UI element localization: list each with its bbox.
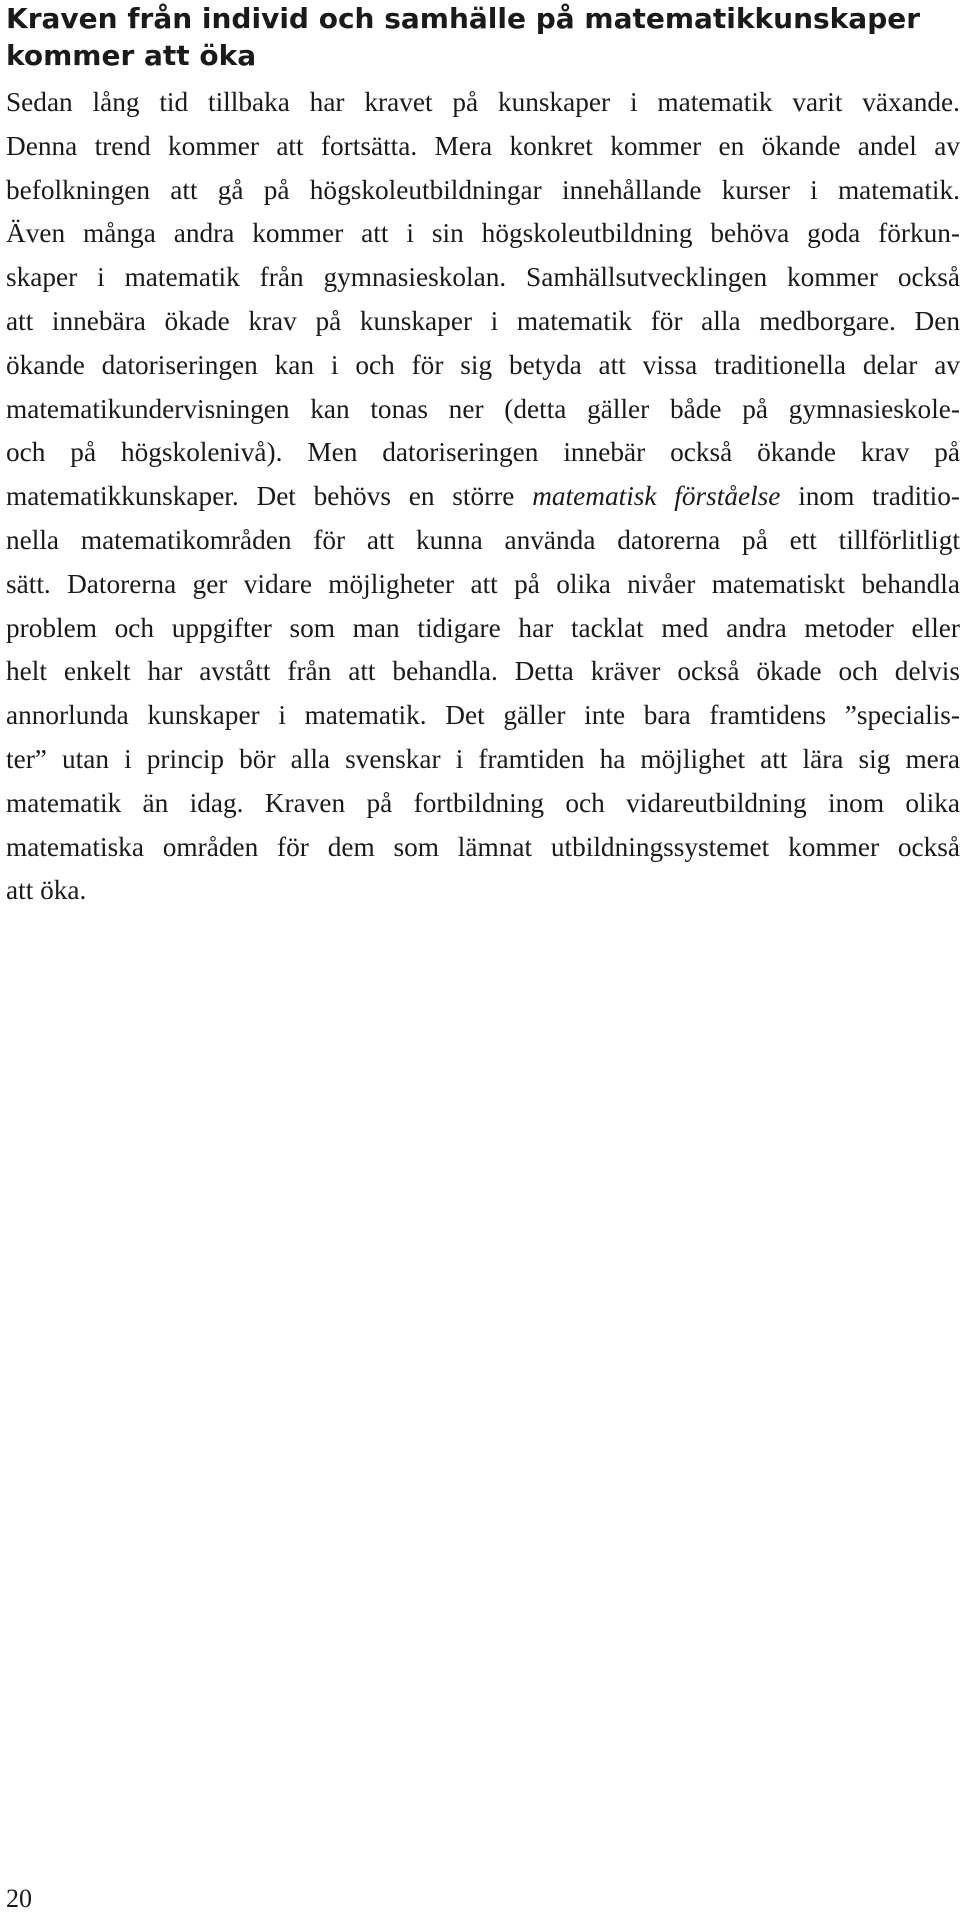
paragraph-line: och på högskolenivå). Men datoriseringen innebär också ökande krav på bbox=[6, 437, 960, 468]
paragraph-line-with-emphasis bbox=[6, 475, 960, 519]
body-paragraph bbox=[6, 81, 960, 913]
paragraph-line: befolkningen att gå på högskoleutbildningar innehållande kurser i matematik. bbox=[6, 174, 960, 205]
paragraph-line: matematikundervisningen kan tonas ner (detta gäller både på gymnasieskole- bbox=[6, 393, 960, 424]
section-heading bbox=[6, 0, 960, 74]
paragraph-line: Även många andra kommer att i sin högskoleutbildning behöva goda förkun- bbox=[6, 218, 960, 249]
paragraph-line: matematik än idag. Kraven på fortbildning och vidareutbildning inom olika bbox=[6, 787, 960, 818]
paragraph-line: att innebära ökade krav på kunskaper i matematik för alla medborgare. Den bbox=[6, 305, 960, 336]
document-page bbox=[6, 0, 960, 1915]
paragraph-line: ter” utan i princip bör alla svenskar i framtiden ha möjlighet att lära sig mera bbox=[6, 743, 960, 774]
paragraph-line: nella matematikområden för att kunna använda datorerna på ett tillförlitligt bbox=[6, 524, 960, 555]
paragraph-line: helt enkelt har avstått från att behandla. Detta kräver också ökade och delvis bbox=[6, 656, 960, 687]
page-number: 20 bbox=[6, 1884, 32, 1913]
line-text-after: inom traditio- bbox=[780, 481, 960, 512]
paragraph-line: Sedan lång tid tillbaka har kravet på kunskaper i matematik varit växande. bbox=[6, 87, 960, 117]
emphasized-term: matematisk förståelse bbox=[532, 481, 781, 512]
line-text-before: matematikkunskaper. Det behövs en större bbox=[6, 481, 533, 512]
paragraph-line: problem och uppgifter som man tidigare har tacklat med andra metoder eller bbox=[6, 612, 960, 643]
paragraph-line: annorlunda kunskaper i matematik. Det gäller inte bara framtidens ”specialis- bbox=[6, 700, 960, 731]
paragraph-line: att öka. bbox=[6, 875, 87, 906]
paragraph-line: matematiska områden för dem som lämnat utbildningssystemet kommer också bbox=[6, 831, 960, 862]
paragraph-line: skaper i matematik från gymnasieskolan. Samhällsutvecklingen kommer också bbox=[6, 262, 960, 293]
section-heading-line: Kraven från individ och samhälle på matematikkunskaper bbox=[6, 2, 921, 35]
section-heading-line: kommer att öka bbox=[6, 39, 257, 72]
paragraph-line: ökande datoriseringen kan i och för sig betyda att vissa traditionella delar av bbox=[6, 349, 960, 380]
paragraph-line: Denna trend kommer att fortsätta. Mera konkret kommer en ökande andel av bbox=[6, 130, 960, 161]
paragraph-line: sätt. Datorerna ger vidare möjligheter att på olika nivåer matematiskt behandla bbox=[6, 568, 960, 599]
